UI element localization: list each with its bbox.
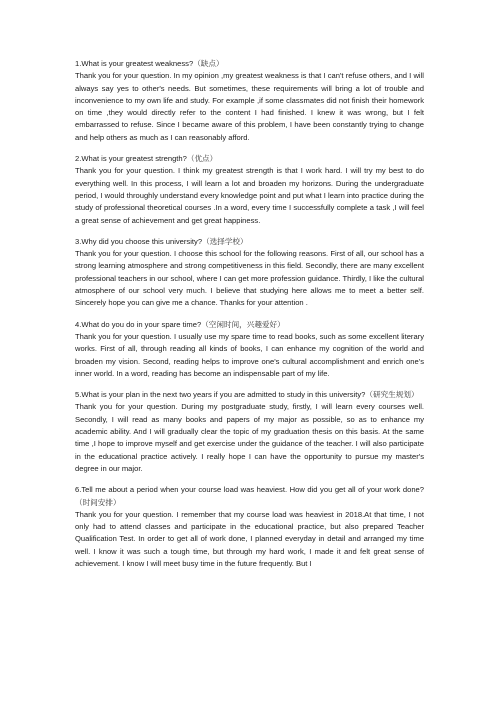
answer-5: Thank you for your question. During my postgraduate study, firstly, I will learn every courses well. Secondly, I will read as many books and papers of my major as possible, so as to enhance my academic ability. And I will gradually clear the topic of my graduation thesis on this basis. At the same time ,I hope to improve myself and get exercise under the guidance of the teacher. I will also participate in the educational practice actively. I really hope I can have the opportunity to pursue my master's degree in our major. — [75, 402, 424, 473]
question-3 — [75, 236, 424, 248]
question-5-text: 5.What is your plan in the next two years if you are admitted to study in this university? — [75, 390, 366, 400]
question-2-text: 2.What is your greatest strength? — [75, 154, 187, 164]
question-6-text: 6.Tell me about a period when your course load was heaviest. How did you get all of your work done? — [75, 485, 424, 495]
answer-1: Thank you for your question. In my opinion ,my greatest weakness is that I can't refuse others, and I will always say yes to other's needs. But sometimes, these requirements will bring a lot of trouble and inconvenience to my own life and study. For example ,if some classmates did not finish their homework on time ,they would directly refer to the content I had finished. I knew it was wrong, but I felt embarrassed to refuse. Since I became aware of this problem, I have been constantly trying to change and help others as much as I can reasonably afford. — [75, 71, 424, 142]
answer-4: Thank you for your question. I usually use my spare time to read books, such as some excellent literary works. First of all, through reading all kinds of books, I can enhance my cognition of the world and broaden my vision. Second, reading helps to improve one's cultural accomplishment and enrich one's inner world. In a word, reading has become an indispensable part of my life. — [75, 331, 424, 378]
qa-item-6 — [75, 484, 424, 570]
qa-item-1 — [75, 58, 424, 144]
question-4 — [75, 319, 424, 331]
qa-item-5 — [75, 389, 424, 475]
answer-6: Thank you for your question. I remember that my course load was heaviest in 2018.At that time, I not only had to attend classes and participate in the educational practice, but also prepared Teacher Qualification Test. In order to get all of work done, I planned everyday in detail and arranged my time well. I know it was such a tough time, but through my hard work, I made it and felt great sense of achievement. I know I will meet busy time in the future frequently. But I — [75, 509, 424, 568]
answer-2: Thank you for your question. I think my greatest strength is that I work hard. I will try my best to do everything well. In this process, I will learn a lot and broaden my horizons. During the undergraduate period, I would throughly understand every knowledge point and put what I learn into practice during the study of professional theoretical courses .In a word, every time I successfully complete a task ,I will feel a great sense of achievement and get great happiness. — [75, 166, 424, 225]
question-2 — [75, 153, 424, 165]
question-2-zh: （优点） — [186, 154, 218, 164]
question-4-zh: （空闲时间，兴趣爱好） — [201, 319, 285, 329]
qa-item-3 — [75, 236, 424, 310]
qa-item-4 — [75, 319, 424, 380]
question-1-text: 1.What is your greatest weakness? — [75, 59, 194, 68]
question-4-text: 4.What do you do in your spare time? — [75, 319, 202, 329]
answer-3: Thank you for your question. I choose this school for the following reasons. First of all, our school has a strong learning atmosphere and strong competitiveness in this field. Secondly, there are many excellent professional teachers in our school, where I can get more profession guidance. Thirdly, I like the cultural atmosphere of our school very much. I believe that studying here allows me to meet a better self. Sincerely hope you can give me a chance. Thanks for your attention . — [75, 249, 424, 308]
question-6-zh: （时间安排） — [75, 497, 121, 507]
question-5-zh: （研究生规划） — [365, 390, 419, 400]
question-3-zh: （选择学校） — [202, 236, 248, 246]
question-1-zh: （缺点） — [193, 59, 224, 68]
question-6 — [75, 484, 424, 509]
qa-item-2 — [75, 153, 424, 227]
question-5 — [75, 389, 424, 401]
question-1 — [75, 58, 424, 70]
question-3-text: 3.Why did you choose this university? — [75, 236, 203, 246]
